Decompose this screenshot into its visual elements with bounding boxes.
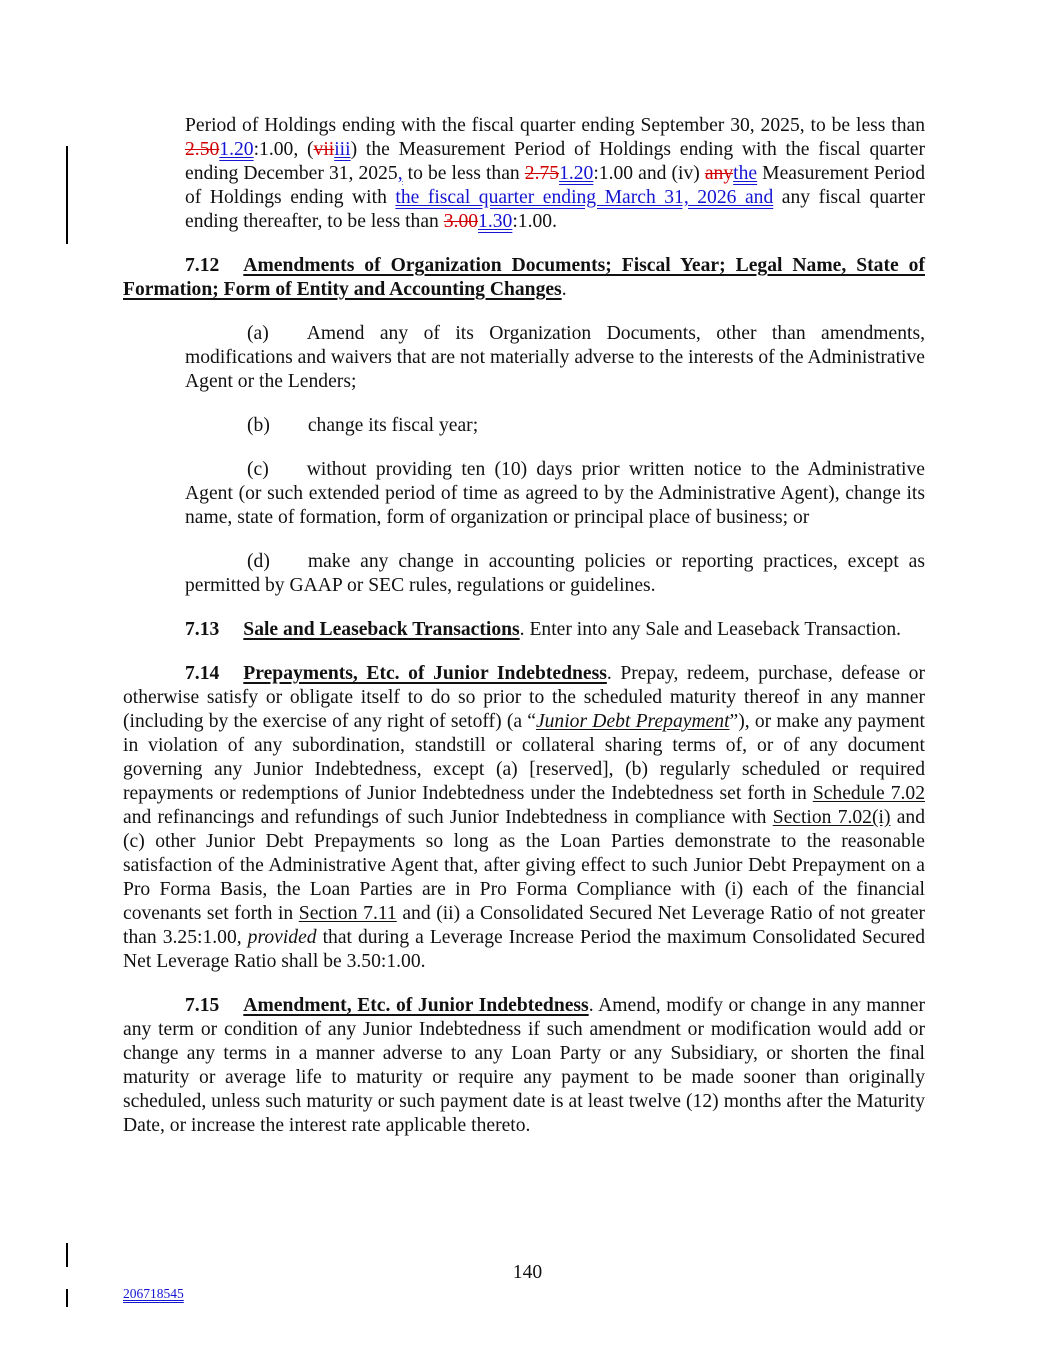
clause-a	[185, 322, 925, 394]
inserted-text: 1.20	[219, 139, 254, 160]
text-run: change its fiscal year;	[307, 415, 479, 436]
heading-text: Prepayments, Etc. of Junior Indebtedness	[243, 663, 607, 684]
section-7-14	[123, 662, 925, 974]
text-run: Section 7.11	[298, 903, 397, 924]
text-run: ”), or make any payment in violation of any subordination, standstill or collateral sharing terms of, or of any document governing any Junior Indebtedness, except (a) [reserved], (b) regularly scheduled or required repayments or redemptions of Junior Indebtedness under the Indebtedness set forth in	[123, 711, 925, 804]
inserted-text: 1.30	[478, 211, 513, 232]
heading-text: Amendments of Organization Documents; Fiscal Year; Legal Name, State of Formation; Form of Entity and Accounting Changes	[123, 255, 925, 300]
deleted-text: vii	[313, 139, 335, 160]
text-run: (d)	[247, 551, 270, 572]
inserted-text: ,	[397, 163, 403, 184]
text-run: :1.00.	[512, 211, 557, 232]
text-run: without providing ten (10) days prior written notice to the Administrative Agent (or such extended period of time as agreed to by the Administrative Agent), change its name, state of formation, form of organization or principal place of business; or	[185, 459, 925, 528]
text-run: to be less than	[402, 163, 525, 184]
change-bar	[66, 146, 68, 244]
inserted-text: the fiscal quarter ending March 31, 2026 and	[395, 187, 774, 208]
text-run: provided	[247, 927, 317, 948]
text-run: Junior Debt Prepayment	[535, 711, 730, 732]
heading-text: 7.14	[185, 663, 220, 684]
deleted-text: 2.50	[185, 139, 220, 160]
inserted-text: the	[733, 163, 758, 184]
page-number: 140	[512, 1262, 543, 1283]
change-bar	[66, 1289, 68, 1307]
text-run: . Enter into any Sale and Leaseback Transaction.	[519, 619, 902, 640]
text-run: ) the Measurement Period of Holdings ending with the fiscal quarter ending December 31, 2025	[185, 139, 925, 184]
heading-text: 7.12	[185, 255, 220, 276]
text-run: Section 7.02(i)	[772, 807, 891, 828]
inserted-text: 1.20	[559, 163, 594, 184]
text-run: (b)	[247, 415, 270, 436]
heading-text: 7.13	[185, 619, 220, 640]
section-7-13	[123, 618, 925, 642]
clause-b	[185, 414, 925, 438]
section-7-15	[123, 994, 925, 1138]
document-body	[123, 114, 925, 1158]
text-run: Measurement Period of Holdings ending with	[185, 163, 926, 208]
text-run: .	[561, 279, 567, 300]
text-run: :1.00, (	[253, 139, 314, 160]
text-run: Amend any of its Organization Documents, other than amendments, modifications and waivers that are not materially adverse to the interests of the Administrative Agent or the Lenders;	[185, 323, 925, 392]
paragraph-covenant-ratio-continuation	[185, 114, 925, 234]
text-run: and refinancings and refundings of such Junior Indebtedness in compliance with	[123, 807, 773, 828]
inserted-text: iii	[334, 139, 351, 160]
text-run: any fiscal quarter ending thereafter, to be less than	[185, 187, 926, 232]
text-run: Schedule 7.02	[812, 783, 926, 804]
deleted-text: any	[704, 163, 734, 184]
text-run: make any change in accounting policies or reporting practices, except as permitted by GAAP or SEC rules, regulations or guidelines.	[185, 551, 925, 596]
text-run: :1.00 and (iv)	[593, 163, 705, 184]
heading-text: Sale and Leaseback Transactions	[243, 619, 520, 640]
text-run: and (c) other Junior Debt Prepayments so long as the Loan Parties demonstrate to the reasonable satisfaction of the Administrative Agent that, after giving effect to such Junior Debt Prepayment on a Pro Forma Basis, the Loan Parties are in Pro Forma Compliance with (i) each of the financial covenants set forth in	[123, 807, 926, 924]
document-id-stamp: 206718545	[123, 1286, 184, 1301]
deleted-text: 3.00	[443, 211, 479, 232]
heading-text: Amendment, Etc. of Junior Indebtedness	[243, 995, 589, 1016]
text-run: (c)	[247, 459, 269, 480]
heading-text: 7.15	[185, 995, 220, 1016]
clause-c	[185, 458, 925, 530]
text-run: (a)	[247, 323, 269, 344]
deleted-text: 2.75	[524, 163, 560, 184]
text-run: and (ii) a Consolidated Secured Net Leverage Ratio of not greater than 3.25:1.00,	[123, 903, 925, 948]
text-run: Period of Holdings ending with the fiscal quarter ending September 30, 2025, to be less than	[185, 115, 925, 136]
text-run: that during a Leverage Increase Period the maximum Consolidated Secured Net Leverage Ratio shall be 3.50:1.00.	[123, 927, 925, 972]
text-run: . Prepay, redeem, purchase, defease or otherwise satisfy or obligate itself to do so prior to the scheduled maturity thereof in any manner (including by the exercise of any right of setoff) (a “	[123, 663, 926, 732]
clause-d	[185, 550, 925, 598]
text-run: . Amend, modify or change in any manner any term or condition of any Junior Indebtedness if such amendment or modification would add or change any terms in a manner adverse to any Loan Party or any Subsidiary, or shorten the final maturity or average life to maturity or require any payment to be made sooner than originally scheduled, unless such maturity or such payment date is at least twelve (12) months after the Maturity Date, or increase the interest rate applicable thereto.	[123, 995, 926, 1136]
section-7-12-heading	[123, 254, 925, 302]
